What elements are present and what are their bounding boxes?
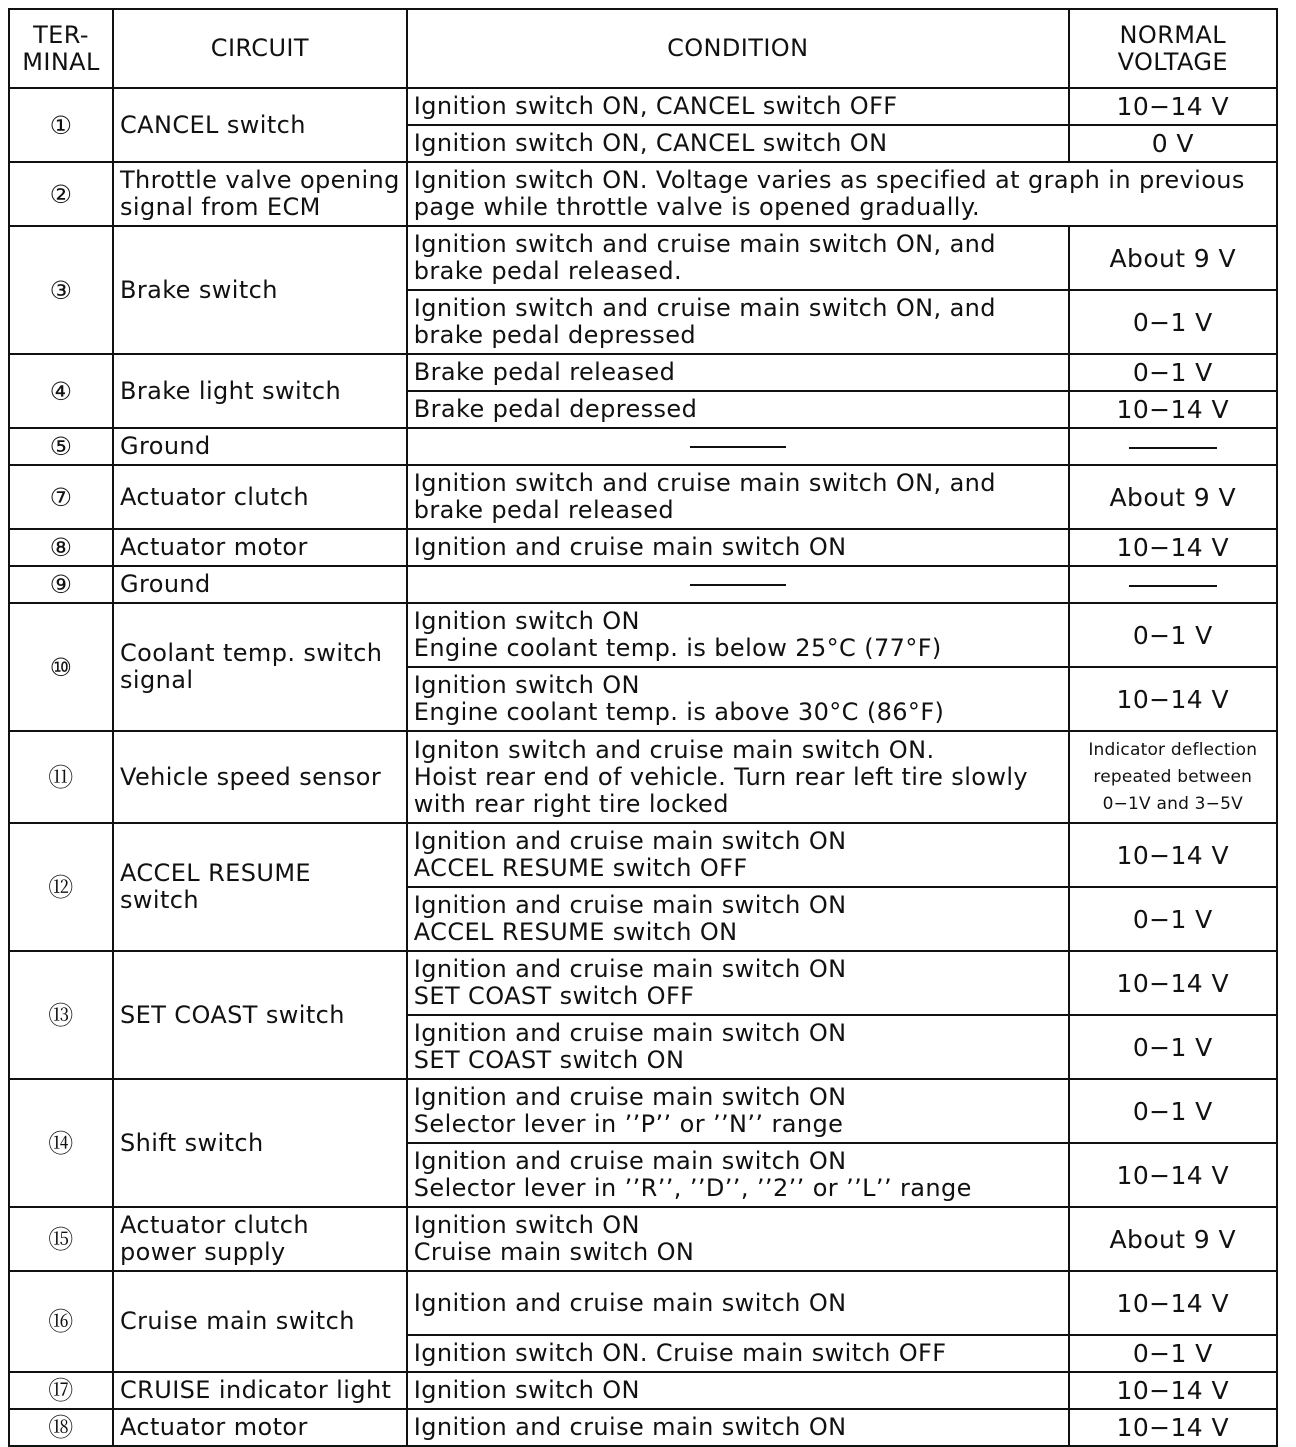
voltage-cell: About 9 V bbox=[1069, 465, 1277, 529]
terminal-number: ③ bbox=[9, 226, 113, 354]
terminal-number: ② bbox=[9, 162, 113, 226]
condition-cell bbox=[407, 823, 1069, 887]
condition-cell bbox=[407, 667, 1069, 731]
circuit-line: Ground bbox=[120, 570, 211, 598]
condition-cell bbox=[407, 1015, 1069, 1079]
circuit-line: signal from ECM bbox=[120, 193, 321, 221]
circuit-name bbox=[113, 1079, 407, 1207]
voltage-cell: About 9 V bbox=[1069, 226, 1277, 290]
table-row bbox=[9, 1271, 1277, 1335]
table-row bbox=[9, 951, 1277, 1015]
circuit-name bbox=[113, 529, 407, 566]
circuit-line: power supply bbox=[120, 1238, 286, 1266]
table-row bbox=[9, 603, 1277, 667]
voltage-cell: 10−14 V bbox=[1069, 951, 1277, 1015]
condition-cell bbox=[407, 887, 1069, 951]
voltage-cell: 0−1 V bbox=[1069, 290, 1277, 354]
condition-cell bbox=[407, 1335, 1069, 1372]
condition-line: Hoist rear end of vehicle. Turn rear left tire slowly bbox=[413, 762, 1029, 791]
condition-line: brake pedal depressed bbox=[413, 321, 696, 349]
dash-rule bbox=[1129, 585, 1217, 587]
circuit-line: Actuator motor bbox=[120, 533, 308, 561]
circuit-line: switch bbox=[120, 886, 200, 914]
voltage-cell: About 9 V bbox=[1069, 1207, 1277, 1271]
table-row bbox=[9, 428, 1277, 465]
circuit-line: SET COAST switch bbox=[120, 1000, 345, 1029]
circuit-name bbox=[113, 951, 407, 1079]
voltage-cell: 10−14 V bbox=[1069, 1372, 1277, 1409]
terminal-number: ⑦ bbox=[9, 465, 113, 529]
condition-line: Ignition switch ON bbox=[413, 1376, 640, 1404]
condition-line: Ignition and cruise main switch ON bbox=[413, 533, 847, 561]
condition-line: Brake pedal depressed bbox=[413, 395, 698, 423]
voltage-cell: 0−1 V bbox=[1069, 603, 1277, 667]
circuit-name bbox=[113, 1271, 407, 1372]
condition-line: brake pedal released bbox=[413, 496, 674, 524]
voltage-cell: 0 V bbox=[1069, 125, 1277, 162]
condition-cell bbox=[407, 1143, 1069, 1207]
terminal-number: ⑯ bbox=[9, 1271, 113, 1372]
terminal-voltage-table bbox=[8, 8, 1278, 1447]
voltage-cell bbox=[1069, 731, 1277, 823]
condition-cell bbox=[407, 290, 1069, 354]
condition-cell bbox=[407, 951, 1069, 1015]
condition-cell bbox=[407, 529, 1069, 566]
condition-line: ACCEL RESUME switch ON bbox=[413, 918, 738, 946]
circuit-line: Vehicle speed sensor bbox=[120, 762, 382, 791]
circuit-name bbox=[113, 603, 407, 731]
voltage-cell: 0−1 V bbox=[1069, 887, 1277, 951]
circuit-line: Shift switch bbox=[120, 1128, 264, 1157]
voltage-cell: 10−14 V bbox=[1069, 1271, 1277, 1335]
condition-line: Cruise main switch ON bbox=[413, 1238, 695, 1266]
voltage-cell: 0−1 V bbox=[1069, 1079, 1277, 1143]
terminal-number: ⑰ bbox=[9, 1372, 113, 1409]
condition-line: Selector lever in ’’P’’ or ’’N’’ range bbox=[413, 1110, 844, 1138]
condition-line: Engine coolant temp. is below 25°C (77°F) bbox=[413, 634, 942, 662]
circuit-line: CRUISE indicator light bbox=[120, 1376, 392, 1404]
circuit-line: Actuator motor bbox=[120, 1413, 308, 1441]
table-row bbox=[9, 162, 1277, 226]
condition-line: Ignition and cruise main switch ON bbox=[413, 1288, 847, 1317]
condition-line: Ignition and cruise main switch ON bbox=[413, 955, 847, 983]
condition-cell bbox=[407, 354, 1069, 391]
terminal-number: ⑱ bbox=[9, 1409, 113, 1446]
condition-cell bbox=[407, 1271, 1069, 1335]
condition-line: Ignition and cruise main switch ON bbox=[413, 827, 847, 855]
table-row bbox=[9, 88, 1277, 125]
circuit-name bbox=[113, 88, 407, 162]
terminal-number: ④ bbox=[9, 354, 113, 428]
terminal-number: ⑮ bbox=[9, 1207, 113, 1271]
terminal-number: ⑩ bbox=[9, 603, 113, 731]
table-row bbox=[9, 465, 1277, 529]
circuit-name bbox=[113, 226, 407, 354]
condition-cell bbox=[407, 125, 1069, 162]
condition-line: Ignition and cruise main switch ON bbox=[413, 1147, 847, 1175]
condition-line: Ignition and cruise main switch ON bbox=[413, 1083, 847, 1111]
circuit-name bbox=[113, 354, 407, 428]
condition-line: Ignition switch ON bbox=[413, 671, 640, 699]
condition-line: with rear right tire locked bbox=[413, 789, 729, 818]
table-row bbox=[9, 1372, 1277, 1409]
terminal-number: ⑪ bbox=[9, 731, 113, 823]
condition-line: Selector lever in ’’R’’, ’’D’’, ’’2’’ or ’’L’’ range bbox=[413, 1174, 972, 1202]
condition-line: page while throttle valve is opened gradually. bbox=[413, 193, 981, 221]
condition-cell bbox=[407, 731, 1069, 823]
table-row bbox=[9, 566, 1277, 603]
voltage-cell bbox=[1069, 428, 1277, 465]
voltage-cell: 0−1 V bbox=[1069, 354, 1277, 391]
voltage-line: repeated between bbox=[1093, 766, 1253, 787]
voltage-cell bbox=[1069, 566, 1277, 603]
dash-rule bbox=[1129, 447, 1217, 449]
condition-line: Brake pedal released bbox=[413, 358, 676, 386]
condition-cell bbox=[407, 88, 1069, 125]
voltage-line: Indicator deflection bbox=[1088, 739, 1258, 760]
circuit-name bbox=[113, 465, 407, 529]
voltage-cell: 10−14 V bbox=[1069, 823, 1277, 887]
condition-line: Ignition switch and cruise main switch ON, and bbox=[413, 469, 996, 497]
condition-line: Ignition switch ON bbox=[413, 1211, 640, 1239]
header-condition: CONDITION bbox=[407, 9, 1069, 88]
circuit-line: signal bbox=[120, 666, 194, 694]
terminal-number: ⑭ bbox=[9, 1079, 113, 1207]
header-voltage: NORMAL VOLTAGE bbox=[1069, 9, 1277, 88]
condition-line: Ignition switch ON. Cruise main switch OFF bbox=[413, 1339, 947, 1367]
condition-cell bbox=[407, 428, 1069, 465]
condition-line: Ignition switch ON, CANCEL switch ON bbox=[413, 129, 888, 157]
table-row bbox=[9, 731, 1277, 823]
condition-line: Ignition switch ON, CANCEL switch OFF bbox=[413, 92, 898, 120]
header-circuit: CIRCUIT bbox=[113, 9, 407, 88]
terminal-number: ⑫ bbox=[9, 823, 113, 951]
circuit-line: Brake light switch bbox=[120, 376, 342, 405]
condition-cell bbox=[407, 1372, 1069, 1409]
voltage-cell: 0−1 V bbox=[1069, 1335, 1277, 1372]
voltage-cell: 10−14 V bbox=[1069, 391, 1277, 428]
circuit-name bbox=[113, 566, 407, 603]
voltage-line: 0−1V and 3−5V bbox=[1102, 793, 1243, 814]
voltage-cell: 10−14 V bbox=[1069, 529, 1277, 566]
condition-line: Ignition and cruise main switch ON bbox=[413, 891, 847, 919]
condition-line: brake pedal released. bbox=[413, 257, 683, 285]
condition-line: Ignition switch ON bbox=[413, 607, 640, 635]
condition-cell bbox=[407, 391, 1069, 428]
circuit-name bbox=[113, 731, 407, 823]
circuit-name bbox=[113, 162, 407, 226]
header-terminal: TER- MINAL bbox=[9, 9, 113, 88]
voltage-cell: 10−14 V bbox=[1069, 1143, 1277, 1207]
condition-line: Ignition switch ON. Voltage varies as specified at graph in previous bbox=[413, 166, 1245, 194]
circuit-line: Actuator clutch bbox=[120, 482, 309, 511]
circuit-line: Ground bbox=[120, 432, 211, 460]
circuit-line: Throttle valve opening bbox=[120, 166, 400, 194]
voltage-cell: 0−1 V bbox=[1069, 1015, 1277, 1079]
terminal-number: ① bbox=[9, 88, 113, 162]
circuit-name bbox=[113, 428, 407, 465]
condition-cell bbox=[407, 566, 1069, 603]
condition-line: SET COAST switch ON bbox=[413, 1046, 685, 1074]
circuit-line: Cruise main switch bbox=[120, 1307, 355, 1335]
terminal-number: ⑨ bbox=[9, 566, 113, 603]
condition-line: Ignition and cruise main switch ON bbox=[413, 1019, 847, 1047]
table-row bbox=[9, 1079, 1277, 1143]
circuit-line: ACCEL RESUME bbox=[120, 859, 311, 887]
condition-cell bbox=[407, 226, 1069, 290]
table-row bbox=[9, 354, 1277, 391]
voltage-cell: 10−14 V bbox=[1069, 88, 1277, 125]
condition-cell bbox=[407, 162, 1277, 226]
terminal-number: ⑧ bbox=[9, 529, 113, 566]
table-row bbox=[9, 823, 1277, 887]
condition-cell bbox=[407, 1207, 1069, 1271]
table-row bbox=[9, 1207, 1277, 1271]
voltage-cell: 10−14 V bbox=[1069, 667, 1277, 731]
circuit-line: CANCEL switch bbox=[120, 110, 306, 139]
dash-rule bbox=[690, 584, 786, 586]
dash-rule bbox=[690, 446, 786, 448]
table-row bbox=[9, 529, 1277, 566]
circuit-name bbox=[113, 823, 407, 951]
condition-line: ACCEL RESUME switch OFF bbox=[413, 854, 748, 882]
condition-line: Ignition switch and cruise main switch ON, and bbox=[413, 294, 996, 322]
circuit-name bbox=[113, 1207, 407, 1271]
condition-cell bbox=[407, 603, 1069, 667]
condition-line: Engine coolant temp. is above 30°C (86°F) bbox=[413, 698, 945, 726]
voltage-cell: 10−14 V bbox=[1069, 1409, 1277, 1446]
condition-line: Igniton switch and cruise main switch ON. bbox=[413, 735, 935, 764]
terminal-number: ⑬ bbox=[9, 951, 113, 1079]
condition-line: SET COAST switch OFF bbox=[413, 982, 695, 1010]
condition-cell bbox=[407, 1079, 1069, 1143]
condition-cell bbox=[407, 465, 1069, 529]
circuit-line: Actuator clutch bbox=[120, 1211, 309, 1239]
table-row bbox=[9, 226, 1277, 290]
circuit-name bbox=[113, 1372, 407, 1409]
terminal-number: ⑤ bbox=[9, 428, 113, 465]
circuit-line: Brake switch bbox=[120, 275, 278, 304]
circuit-line: Coolant temp. switch bbox=[120, 639, 383, 667]
header-row bbox=[9, 9, 1277, 88]
condition-line: Ignition switch and cruise main switch ON, and bbox=[413, 230, 996, 258]
condition-line: Ignition and cruise main switch ON bbox=[413, 1413, 847, 1441]
